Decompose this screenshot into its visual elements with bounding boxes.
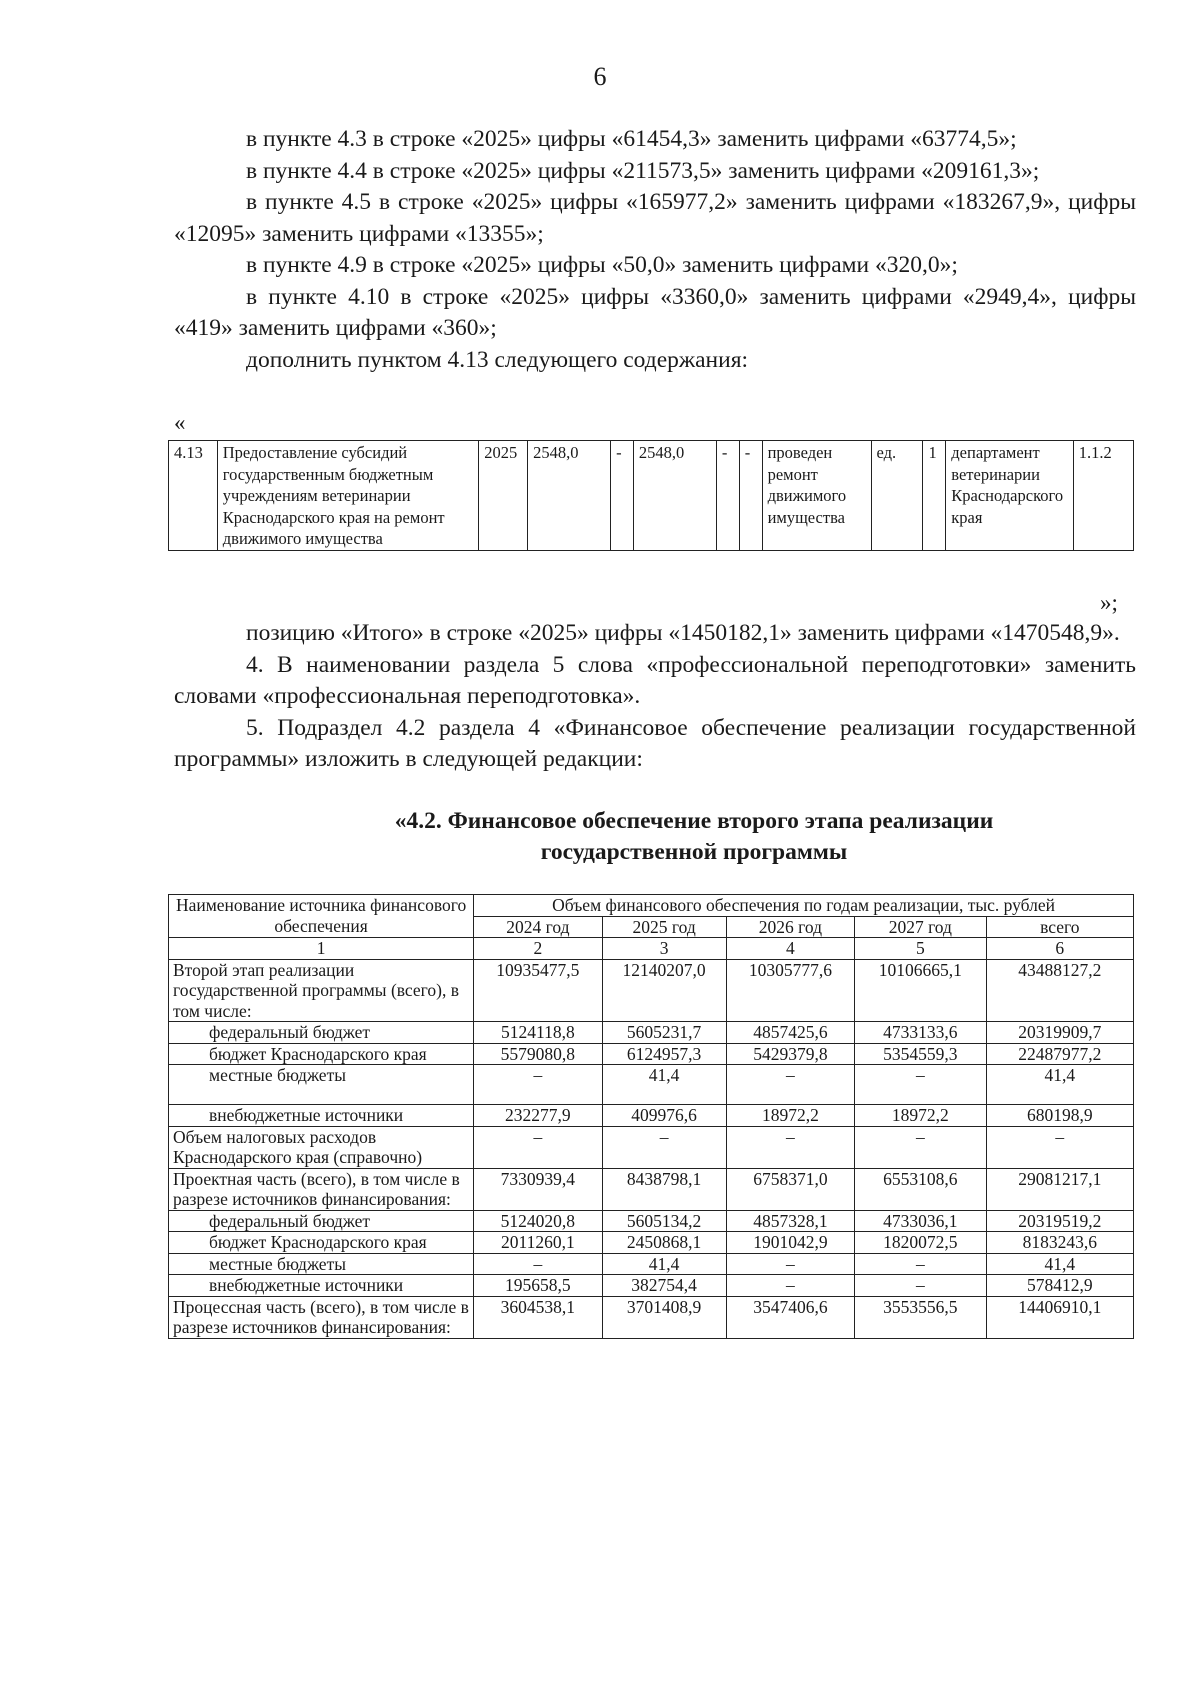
paragraph: в пункте 4.5 в строке «2025» цифры «165977,2» заменить цифрами «183267,9», цифры «12095» заменить цифрами «13355»; [174, 189, 1136, 247]
item-executor: департамент ветеринарии Краснодарского края [946, 441, 1073, 551]
cell-value: 5605134,2 [602, 1210, 726, 1232]
cell-value: – [474, 1065, 602, 1105]
cell-value: 20319519,2 [986, 1210, 1133, 1232]
row-label: внебюджетные источники [169, 1105, 474, 1127]
after-paragraphs [174, 618, 1136, 776]
header-source: Наименование источника финансового обеспечения [169, 895, 474, 938]
table-header-row [169, 895, 1134, 917]
table-row [169, 1296, 1134, 1338]
cell-value: 5579080,8 [474, 1043, 602, 1065]
cell-value: 2450868,1 [602, 1232, 726, 1254]
cell-value: 41,4 [986, 1253, 1133, 1275]
open-quote: « [174, 410, 186, 435]
header-year: 2025 год [602, 916, 726, 938]
cell-value: 3547406,6 [726, 1296, 854, 1338]
table-row [169, 1022, 1134, 1044]
table-row [169, 1168, 1134, 1210]
table-row [169, 1232, 1134, 1254]
table-row [169, 1105, 1134, 1127]
header-year: 2027 год [855, 916, 987, 938]
cell-value: – [855, 1253, 987, 1275]
row-label: местные бюджеты [169, 1253, 474, 1275]
cell-value: – [726, 1126, 854, 1168]
item-result: проведен ремонт движимого имущества [762, 441, 871, 551]
intro-paragraphs [174, 124, 1136, 376]
table-row [169, 1210, 1134, 1232]
cell-value: – [726, 1253, 854, 1275]
cell-value: 10935477,5 [474, 959, 602, 1022]
table-row [169, 441, 1134, 551]
column-number-row [169, 938, 1134, 960]
cell-value: – [726, 1065, 854, 1105]
heading-line: «4.2. Финансовое обеспечение второго этапа реализации [394, 808, 994, 834]
column-number: 5 [855, 938, 987, 960]
cell-value: 5605231,7 [602, 1022, 726, 1044]
column-number: 1 [169, 938, 474, 960]
cell-value: 8183243,6 [986, 1232, 1133, 1254]
row-label: местные бюджеты [169, 1065, 474, 1105]
cell-value: 10305777,6 [726, 959, 854, 1022]
column-number: 2 [474, 938, 602, 960]
cell-value: 4733036,1 [855, 1210, 987, 1232]
close-quote: »; [1100, 590, 1118, 615]
column-number: 4 [726, 938, 854, 960]
cell-value: 29081217,1 [986, 1168, 1133, 1210]
cell-value: 2011260,1 [474, 1232, 602, 1254]
paragraph: в пункте 4.3 в строке «2025» цифры «61454,3» заменить цифрами «63774,5»; [246, 126, 1017, 152]
header-total: всего [986, 916, 1133, 938]
cell-value: 1820072,5 [855, 1232, 987, 1254]
cell-value: 4733133,6 [855, 1022, 987, 1044]
cell-value: 20319909,7 [986, 1022, 1133, 1044]
cell-value: 5354559,3 [855, 1043, 987, 1065]
paragraph: 5. Подраздел 4.2 раздела 4 «Финансовое обеспечение реализации государственной программы» изложить в следующей редакции: [174, 714, 1136, 772]
item-name: Предоставление субсидий государственным бюджетным учреждениям ветеринарии Краснодарского края на ремонт движимого имущества [217, 441, 479, 551]
row-label: федеральный бюджет [169, 1210, 474, 1232]
table-row [169, 959, 1134, 1022]
cell-value: 195658,5 [474, 1275, 602, 1297]
column-number: 6 [986, 938, 1133, 960]
cell-value: 5124020,8 [474, 1210, 602, 1232]
paragraph: 4. В наименовании раздела 5 слова «профессиональной переподготовки» заменить словами «профессиональная переподготовка». [174, 651, 1136, 709]
cell-value: 43488127,2 [986, 959, 1133, 1022]
row-label: Проектная часть (всего), в том числе в разрезе источников финансирования: [169, 1168, 474, 1210]
item-number: 4.13 [169, 441, 218, 551]
paragraph: дополнить пунктом 4.13 следующего содержания: [246, 346, 749, 373]
item-value: 1 [923, 441, 946, 551]
cell-value: – [855, 1275, 987, 1297]
table-row [169, 1043, 1134, 1065]
page-number: 6 [593, 62, 607, 91]
cell-value: 4857328,1 [726, 1210, 854, 1232]
paragraph: в пункте 4.10 в строке «2025» цифры «3360,0» заменить цифрами «2949,4», цифры «419» заменить цифрами «360»; [174, 283, 1136, 341]
heading-line: государственной программы [540, 839, 848, 865]
table-row [169, 1065, 1134, 1105]
cell-value: 5429379,8 [726, 1043, 854, 1065]
item-federal: - [611, 441, 634, 551]
item-total: 2548,0 [528, 441, 611, 551]
cell-value: 3701408,9 [602, 1296, 726, 1338]
row-label: Объем налоговых расходов Краснодарского края (справочно) [169, 1126, 474, 1168]
paragraph: позицию «Итого» в строке «2025» цифры «1450182,1» заменить цифрами «1470548,9». [246, 620, 1120, 646]
cell-value: – [855, 1065, 987, 1105]
cell-value: 41,4 [986, 1065, 1133, 1105]
cell-value: 232277,9 [474, 1105, 602, 1127]
paragraph: в пункте 4.9 в строке «2025» цифры «50,0» заменить цифрами «320,0»; [246, 252, 958, 278]
cell-value: – [726, 1275, 854, 1297]
row-label: бюджет Краснодарского края [169, 1043, 474, 1065]
header-year: 2024 год [474, 916, 602, 938]
item-regional: 2548,0 [633, 441, 716, 551]
table-row [169, 1253, 1134, 1275]
header-volume: Объем финансового обеспечения по годам реализации, тыс. рублей [474, 895, 1134, 917]
item-extra: - [739, 441, 762, 551]
cell-value: 409976,6 [602, 1105, 726, 1127]
row-label: бюджет Краснодарского края [169, 1232, 474, 1254]
cell-value: – [474, 1126, 602, 1168]
cell-value: 18972,2 [855, 1105, 987, 1127]
table-row [169, 1126, 1134, 1168]
cell-value: 8438798,1 [602, 1168, 726, 1210]
cell-value: – [474, 1253, 602, 1275]
item-code: 1.1.2 [1073, 441, 1133, 551]
cell-value: 12140207,0 [602, 959, 726, 1022]
header-year: 2026 год [726, 916, 854, 938]
cell-value: – [855, 1126, 987, 1168]
cell-value: 5124118,8 [474, 1022, 602, 1044]
cell-value: 22487977,2 [986, 1043, 1133, 1065]
cell-value: 3553556,5 [855, 1296, 987, 1338]
row-label: федеральный бюджет [169, 1022, 474, 1044]
financing-table [168, 894, 1134, 1339]
paragraph: в пункте 4.4 в строке «2025» цифры «211573,5» заменить цифрами «209161,3»; [246, 157, 1040, 184]
cell-value: 6124957,3 [602, 1043, 726, 1065]
cell-value: – [602, 1126, 726, 1168]
column-number: 3 [602, 938, 726, 960]
cell-value: 18972,2 [726, 1105, 854, 1127]
cell-value: 10106665,1 [855, 959, 987, 1022]
cell-value: 7330939,4 [474, 1168, 602, 1210]
cell-value: 382754,4 [602, 1275, 726, 1297]
row-4-13-table [168, 440, 1134, 551]
financing-table-body [169, 895, 1134, 1339]
row-label: Процессная часть (всего), в том числе в разрезе источников финансирования: [169, 1296, 474, 1338]
cell-value: 1901042,9 [726, 1232, 854, 1254]
cell-value: 578412,9 [986, 1275, 1133, 1297]
cell-value: 4857425,6 [726, 1022, 854, 1044]
cell-value: 6758371,0 [726, 1168, 854, 1210]
item-year: 2025 [479, 441, 528, 551]
row-label: Второй этап реализации государственной программы (всего), в том числе: [169, 959, 474, 1022]
cell-value: 680198,9 [986, 1105, 1133, 1127]
item-unit: ед. [871, 441, 923, 551]
table-row [169, 1275, 1134, 1297]
item-local: - [716, 441, 739, 551]
section-heading [174, 806, 1200, 868]
cell-value: 3604538,1 [474, 1296, 602, 1338]
row-label: внебюджетные источники [169, 1275, 474, 1297]
cell-value: 41,4 [602, 1065, 726, 1105]
cell-value: 6553108,6 [855, 1168, 987, 1210]
cell-value: 14406910,1 [986, 1296, 1133, 1338]
cell-value: – [986, 1126, 1133, 1168]
cell-value: 41,4 [602, 1253, 726, 1275]
